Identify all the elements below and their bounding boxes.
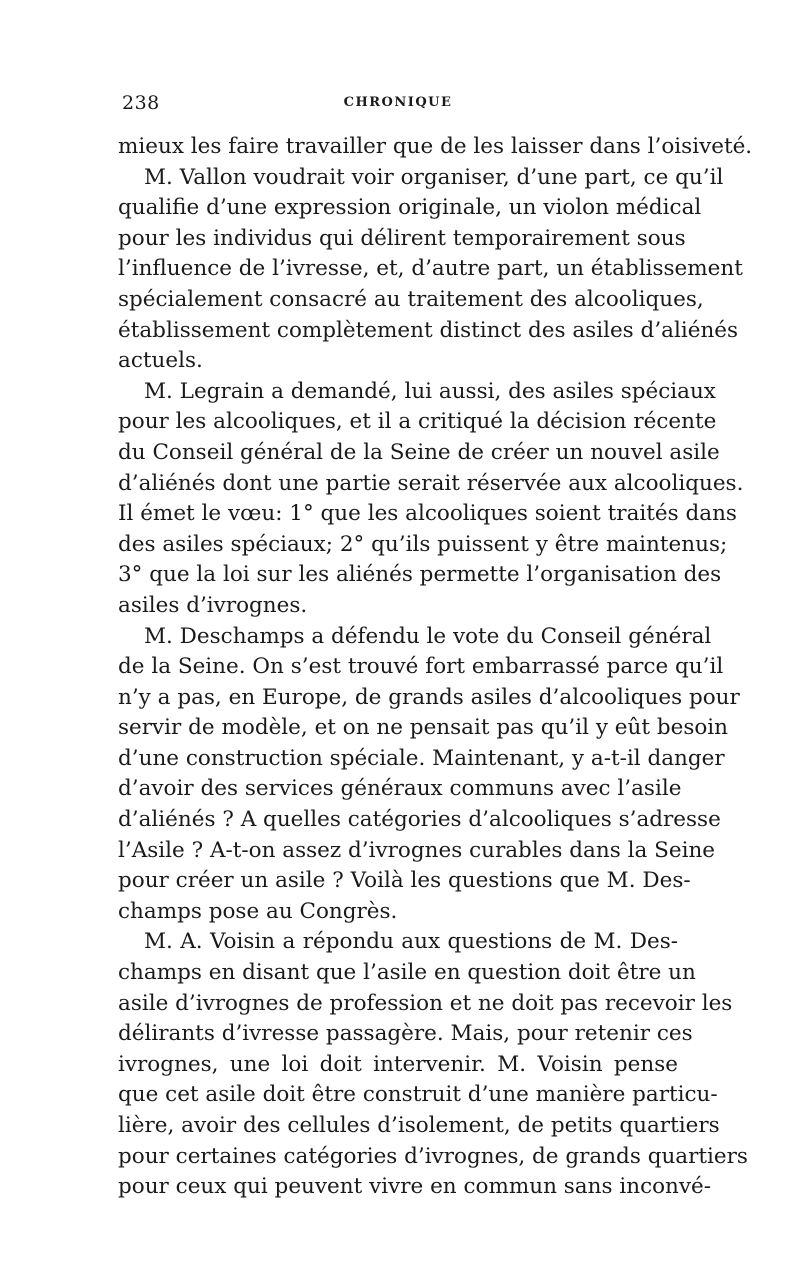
text-line: délirants d’ivresse passagère. Mais, pour retenir ces <box>118 1021 693 1047</box>
paragraph <box>118 622 740 928</box>
text-line: d’aliénés dont une partie serait réservée aux alcooliques. <box>118 470 744 496</box>
text-line: M. Legrain a demandé, lui aussi, des asiles spéciaux <box>144 378 716 404</box>
text-line: Il émet le vœu: 1° que les alcooliques soient traités dans <box>118 501 737 527</box>
text-line: pour certaines catégories d’ivrognes, de grands quartiers <box>118 1143 748 1169</box>
text-line: d’avoir des services généraux communs avec l’asile <box>118 776 682 802</box>
text-line: asiles d’ivrognes. <box>118 592 308 618</box>
text-line: M. A. Voisin a répondu aux questions de M. Des- <box>144 929 678 955</box>
text-line: établissement complètement distinct des asiles d’aliénés <box>118 317 739 343</box>
text-line: actuels. <box>118 348 203 374</box>
text-line: ivrognes, une loi doit intervenir. M. Voisin pense <box>118 1051 678 1077</box>
text-line: pour les individus qui délirent temporairement sous <box>118 225 686 251</box>
text-line: d’aliénés ? A quelles catégories d’alcooliques s’adresse <box>118 807 721 833</box>
text-line: n’y a pas, en Europe, de grands asiles d’alcooliques pour <box>118 684 740 710</box>
text-line: l’influence de l’ivresse, et, d’autre part, un établissement <box>118 256 743 282</box>
book-page <box>118 92 753 1203</box>
text-line: M. Vallon voudrait voir organiser, d’une part, ce qu’il <box>144 164 724 190</box>
text-line: pour créer un asile ? Voilà les questions que M. Des- <box>118 868 691 894</box>
text-line: asile d’ivrognes de profession et ne doit pas recevoir les <box>118 990 733 1016</box>
page-number: 238 <box>122 92 160 114</box>
text-line: pour les alcooliques, et il a critiqué la décision récente <box>118 409 717 435</box>
text-line: champs en disant que l’asile en question doit être un <box>118 960 696 986</box>
text-line: 3° que la loi sur les aliénés permette l’organisation des <box>118 562 722 588</box>
text-line: pour ceux qui peuvent vivre en commun sans inconvé- <box>118 1174 712 1200</box>
text-line: servir de modèle, et on ne pensait pas qu’il y eût besoin <box>118 715 729 741</box>
paragraph <box>118 377 744 622</box>
text-line: d’une construction spéciale. Maintenant, y a-t-il danger <box>118 745 725 771</box>
text-line: champs pose au Congrès. <box>118 898 398 924</box>
body-text <box>118 132 753 1203</box>
paragraph <box>118 132 753 163</box>
text-line: lière, avoir des cellules d’isolement, de petits quartiers <box>118 1113 720 1138</box>
text-line: que cet asile doit être construit d’une manière particu- <box>118 1082 718 1108</box>
text-line: M. Deschamps a défendu le vote du Conseil général <box>144 623 712 649</box>
text-line: qualifie d’une expression originale, un violon médical <box>118 195 702 221</box>
paragraph <box>118 927 748 1202</box>
running-head <box>118 92 678 122</box>
running-title: CHRONIQUE <box>343 95 453 110</box>
paragraph <box>118 163 743 377</box>
text-line: mieux les faire travailler que de les laisser dans l’oisiveté. <box>118 134 753 159</box>
text-line: du Conseil général de la Seine de créer un nouvel asile <box>118 439 720 465</box>
text-line: des asiles spéciaux; 2° qu’ils puissent y être maintenus; <box>118 531 728 557</box>
text-line: l’Asile ? A-t-on assez d’ivrognes curables dans la Seine <box>118 837 716 863</box>
text-line: de la Seine. On s’est trouvé fort embarrassé parce qu’il <box>118 654 724 680</box>
text-line: spécialement consacré au traitement des alcooliques, <box>118 286 704 312</box>
